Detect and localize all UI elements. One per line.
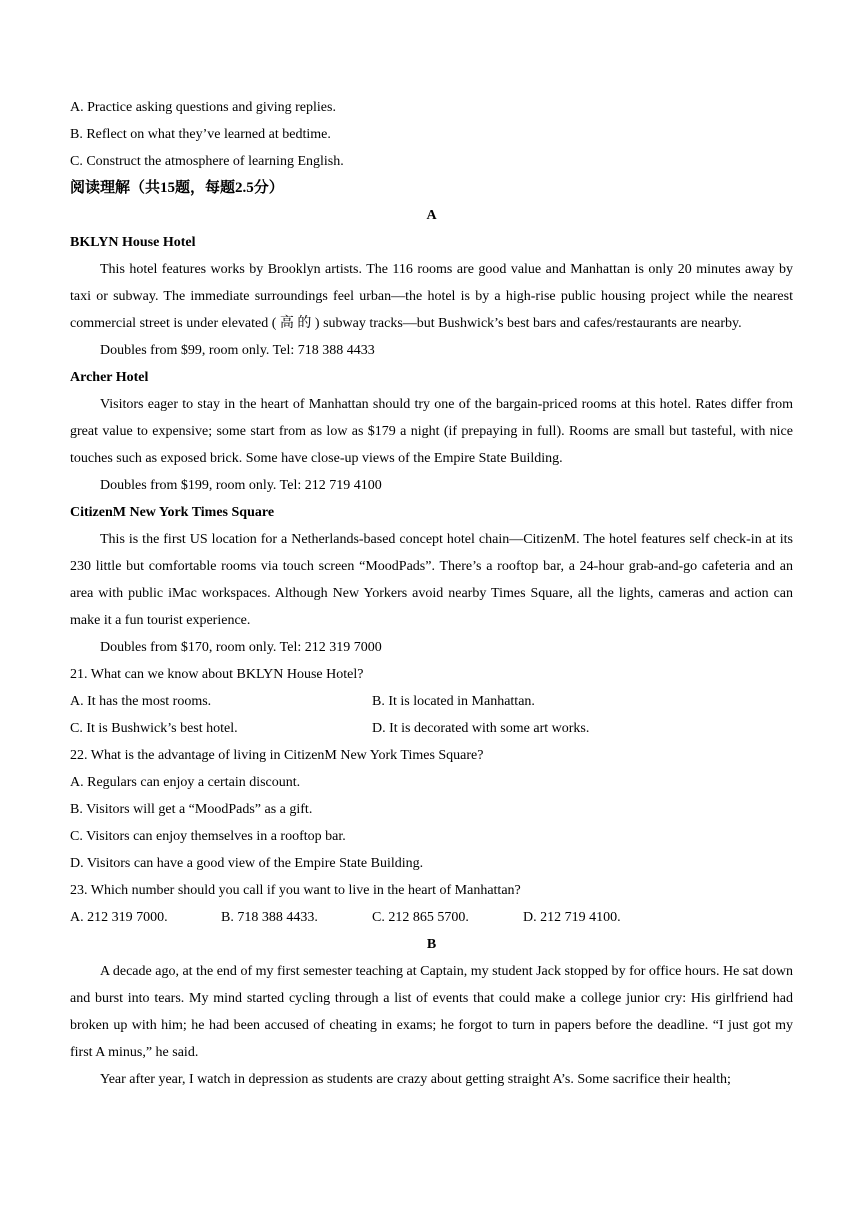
paragraph: A decade ago, at the end of my first semester teaching at Captain, my student Jack stopped by for office hours. He sat down and burst into tears. My mind started cycling through a list of events that could make a college junior cry: His girlfriend had broken up with him; he had been accused of cheating in exams; he forgot to turn in papers before the deadline. “I just got my first A minus,” he said.	[70, 964, 793, 1060]
question-stem: 21. What can we know about BKLYN House Hotel?	[70, 667, 364, 682]
hotel-bklyn	[70, 229, 793, 364]
previous-question-options	[70, 94, 793, 175]
hotel-name: CitizenM New York Times Square	[70, 505, 275, 520]
option-a: A. Regulars can enjoy a certain discount.	[70, 775, 301, 790]
passage-b	[70, 931, 793, 1093]
option-a: A. It has the most rooms.	[70, 694, 212, 709]
paragraph: Year after year, I watch in depression as students are crazy about getting straight A’s. Some sacrifice their health;	[100, 1072, 731, 1087]
hotel-name: BKLYN House Hotel	[70, 235, 196, 250]
section-title: 阅读理解（共15题，每题2.5分）	[70, 180, 284, 196]
document-content	[70, 94, 793, 1093]
hotel-name: Archer Hotel	[70, 370, 149, 385]
question-stem: 22. What is the advantage of living in CitizenM New York Times Square?	[70, 748, 484, 763]
option-a: A. Practice asking questions and giving replies.	[70, 100, 336, 115]
option-d: D. Visitors can have a good view of the Empire State Building.	[70, 856, 424, 871]
hotel-description: This hotel features works by Brooklyn artists. The 116 rooms are good value and Manhattan is only 20 minutes away by taxi or subway. The immediate surroundings feel urban—the hotel is by a high-rise public housing project while the nearest commercial street is under elevated ( 高 的 ) subway tracks—but Bushwick’s best bars and cafes/restaurants are nearby.	[70, 262, 793, 331]
option-c: C. 212 865 5700.	[372, 910, 469, 925]
options-row	[70, 688, 793, 715]
question-22	[70, 742, 793, 877]
options-row	[70, 904, 793, 931]
hotel-description: Visitors eager to stay in the heart of Manhattan should try one of the bargain-priced rooms at this hotel. Rates differ from great value to expensive; some start from as low as $179 a night (if prepaying in full). Rooms are small but tasteful, with nice touches such as exposed brick. Some have close-up views of the Empire State Building.	[70, 397, 793, 466]
hotel-archer	[70, 364, 793, 499]
hotel-price: Doubles from $170, room only. Tel: 212 319 7000	[100, 640, 382, 655]
option-b: B. It is located in Manhattan.	[372, 694, 535, 709]
option-d: D. 212 719 4100.	[523, 910, 621, 925]
option-c: C. Construct the atmosphere of learning English.	[70, 154, 344, 169]
option-d: D. It is decorated with some art works.	[372, 721, 590, 736]
passage-a	[70, 202, 793, 931]
question-stem: 23. Which number should you call if you want to live in the heart of Manhattan?	[70, 883, 521, 898]
passage-label: B	[426, 937, 437, 952]
option-b: B. Visitors will get a “MoodPads” as a gift.	[70, 802, 313, 817]
option-a: A. 212 319 7000.	[70, 910, 168, 925]
option-c: C. Visitors can enjoy themselves in a rooftop bar.	[70, 829, 346, 844]
passage-label: A	[426, 208, 437, 223]
option-b: B. Reflect on what they’ve learned at bedtime.	[70, 127, 331, 142]
hotel-price: Doubles from $199, room only. Tel: 212 719 4100	[100, 478, 382, 493]
question-23	[70, 877, 793, 931]
hotel-description: This is the first US location for a Netherlands-based concept hotel chain—CitizenM. The hotel features self check-in at its 230 little but comfortable rooms via touch screen “MoodPads”. There’s a rooftop bar, a 24-hour grab-and-go cafeteria and an area with public iMac workspaces. Although New Yorkers avoid nearby Times Square, all the lights, cameras and action can make it a fun tourist experience.	[70, 532, 793, 628]
option-c: C. It is Bushwick’s best hotel.	[70, 721, 238, 736]
hotel-citizenm	[70, 499, 793, 661]
options-row	[70, 715, 793, 742]
question-21	[70, 661, 793, 742]
hotel-price: Doubles from $99, room only. Tel: 718 388 4433	[100, 343, 375, 358]
option-b: B. 718 388 4433.	[221, 910, 318, 925]
